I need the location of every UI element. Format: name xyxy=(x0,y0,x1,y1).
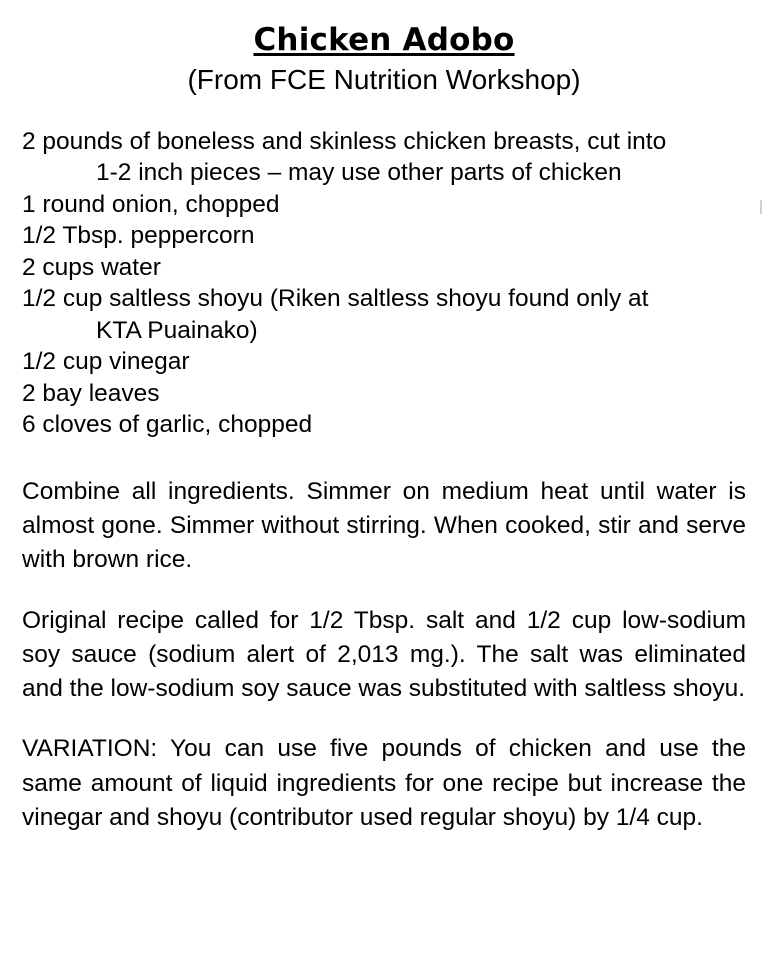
list-item-continuation: 1-2 inch pieces – may use other parts of chicken xyxy=(96,159,622,187)
list-item: 1/2 cup vinegar xyxy=(22,348,190,376)
page-subtitle: (From FCE Nutrition Workshop) xyxy=(187,64,581,95)
paragraph-text: VARIATION: You can use five pounds of chicken and use the same amount of liquid ingredients for one recipe but increase the vinegar and shoyu (contributor used regular shoyu) by 1/4 cup. xyxy=(22,735,746,832)
instructions-paragraph xyxy=(22,475,746,578)
page-title: Chicken Adobo xyxy=(253,22,515,58)
scan-edge-artifact xyxy=(760,200,762,214)
list-item: 2 cups water xyxy=(22,253,161,281)
list-item: 2 bay leaves xyxy=(22,379,160,407)
list-item-continuation: KTA Puainako) xyxy=(96,316,258,344)
ingredients-list xyxy=(22,126,746,441)
paragraph-text: Combine all ingredients. Simmer on medium heat until water is almost gone. Simmer without stirring. When cooked, stir and serve with brown rice. xyxy=(22,477,746,574)
paragraph-text: Original recipe called for 1/2 Tbsp. salt and 1/2 cup low-sodium soy sauce (sodium alert of 2,013 mg.). The salt was eliminated and the low-sodium soy sauce was substituted with saltless shoyu. xyxy=(22,606,746,703)
list-item: 6 cloves of garlic, chopped xyxy=(22,411,313,439)
list-item: 1/2 Tbsp. peppercorn xyxy=(22,222,255,250)
list-item: 2 pounds of boneless and skinless chicken breasts, cut into xyxy=(22,128,667,155)
variation-paragraph xyxy=(22,732,746,835)
list-item: 1/2 cup saltless shoyu (Riken saltless shoyu found only at xyxy=(22,285,649,313)
note-paragraph xyxy=(22,604,746,707)
list-item: 1 round onion, chopped xyxy=(22,190,280,218)
